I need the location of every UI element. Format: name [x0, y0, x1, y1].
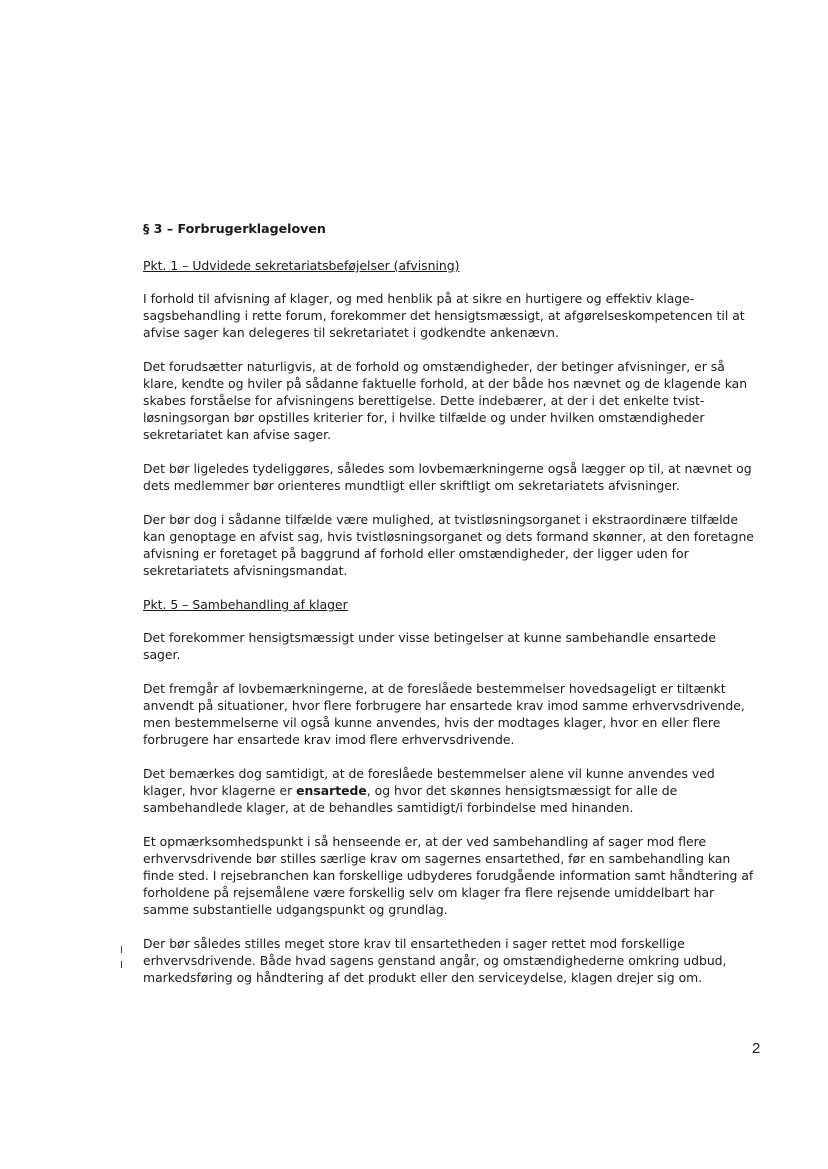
text-line: Det forudsætter naturligvis, at de forhold og omstændigheder, der betinger afvisninger, er så	[143, 359, 725, 374]
text-line: Det bør ligeledes tydeliggøres, således som lovbemærkningerne også lægger op til, at nævnet og	[143, 461, 752, 476]
text-line: forholdene på rejsemålene være forskellig selv om klager fra flere rejsende umiddelbart har	[143, 885, 715, 900]
text-line: sekretariatet kan afvise sager.	[143, 427, 332, 442]
text-line: erhvervsdrivende bør stilles særlige krav om sagernes ensartethed, før en sambehandling kan	[143, 851, 731, 866]
text-line: anvendt på situationer, hvor flere forbrugere har ensartede krav imod samme erhvervsdrivende,	[143, 698, 745, 713]
text-line: sekretariatets afvisningsmandat.	[143, 563, 348, 578]
document-body	[143, 220, 754, 1003]
text-line: skabes forståelse for afvisningens berettigelse. Dette indebærer, at der i det enkelte tvist-	[143, 393, 705, 408]
text-line: I forhold til afvisning af klager, og med henblik på at sikre en hurtigere og effektiv klage-	[143, 291, 695, 306]
pkt1-title: Pkt. 1 – Udvidede sekretariatsbeføjelser (afvisning)	[143, 258, 460, 273]
revision-bar	[121, 946, 122, 953]
text-fragment: , og hvor det skønnes hensigtsmæssigt for alle de	[366, 783, 678, 798]
text-line: Et opmærksomhedspunkt i så henseende er, at der ved sambehandling af sager mod flere	[143, 834, 707, 849]
text-line: samme substantielle udgangspunkt og grundlag.	[143, 902, 448, 917]
text-line: afvisning er foretaget på baggrund af forhold eller omstændigheder, der ligger uden for	[143, 546, 689, 561]
page-number: 2	[752, 1040, 761, 1057]
text-fragment: klager, hvor klagerne er	[143, 783, 297, 798]
text-line: sagsbehandling i rette forum, forekommer det hensigtsmæssigt, at afgørelseskompetencen til at	[143, 308, 745, 323]
paragraph-6	[143, 680, 743, 748]
paragraph-3	[143, 460, 752, 494]
text-line: Det bemærkes dog samtidigt, at de foreslåede bestemmelser alene vil kunne anvendes ved	[143, 766, 715, 781]
paragraph-7	[143, 765, 743, 816]
text-line: finde sted. I rejsebranchen kan forskellige udbyderes forudgående information samt håndtering af	[143, 868, 754, 883]
paragraph-5	[143, 629, 743, 663]
text-line	[143, 782, 743, 799]
text-line: sager.	[143, 647, 181, 662]
text-line: løsningsorgan bør opstilles kriterier for, i hvilke tilfælde og under hvilken omstændigheder	[143, 410, 705, 425]
paragraph-9	[143, 935, 743, 986]
paragraph-8	[143, 833, 754, 918]
text-line: men bestemmelserne vil også kunne anvendes, hvis der modtages klager, hvor en eller flere	[143, 715, 721, 730]
text-line: kan genoptage en afvist sag, hvis tvistløsningsorganet og dets formand skønner, at den foretagne	[143, 529, 754, 544]
text-line: Der bør således stilles meget store krav til ensartetheden i sager rettet mod forskellige	[143, 936, 685, 951]
text-line: forbrugere har ensartede krav imod flere erhvervsdrivende.	[143, 732, 515, 747]
revision-bar	[121, 961, 122, 968]
paragraph-1	[143, 290, 743, 341]
text-line: dets medlemmer bør orienteres mundtligt eller skriftligt om sekretariatets afvisninger.	[143, 478, 680, 493]
revision-marks	[121, 946, 122, 976]
text-line: afvise sager kan delegeres til sekretariatet i godkendte ankenævn.	[143, 325, 559, 340]
text-line: erhvervsdrivende. Både hvad sagens genstand angår, og omstændighederne omkring udbud,	[143, 953, 727, 968]
text-line: markedsføring og håndtering af det produkt eller den serviceydelse, klagen drejer sig om.	[143, 970, 703, 985]
text-line: klare, kendte og hviler på sådanne faktuelle forhold, at der både hos nævnet og de klagende kan	[143, 376, 748, 391]
text-line: Det fremgår af lovbemærkningerne, at de foreslåede bestemmelser hovedsageligt er tiltænkt	[143, 681, 726, 696]
paragraph-4	[143, 511, 754, 579]
paragraph-2	[143, 358, 748, 443]
bold-term: ensartede	[296, 783, 367, 798]
pkt5-title: Pkt. 5 – Sambehandling af klager	[143, 597, 348, 612]
section-title: § 3 – Forbrugerklageloven	[143, 221, 326, 236]
text-line: Det forekommer hensigtsmæssigt under visse betingelser at kunne sambehandle ensartede	[143, 630, 716, 645]
text-line: Der bør dog i sådanne tilfælde være mulighed, at tvistløsningsorganet i ekstraordinære tilfælde	[143, 512, 739, 527]
text-line: sambehandlede klager, at de behandles samtidigt/i forbindelse med hinanden.	[143, 800, 634, 815]
